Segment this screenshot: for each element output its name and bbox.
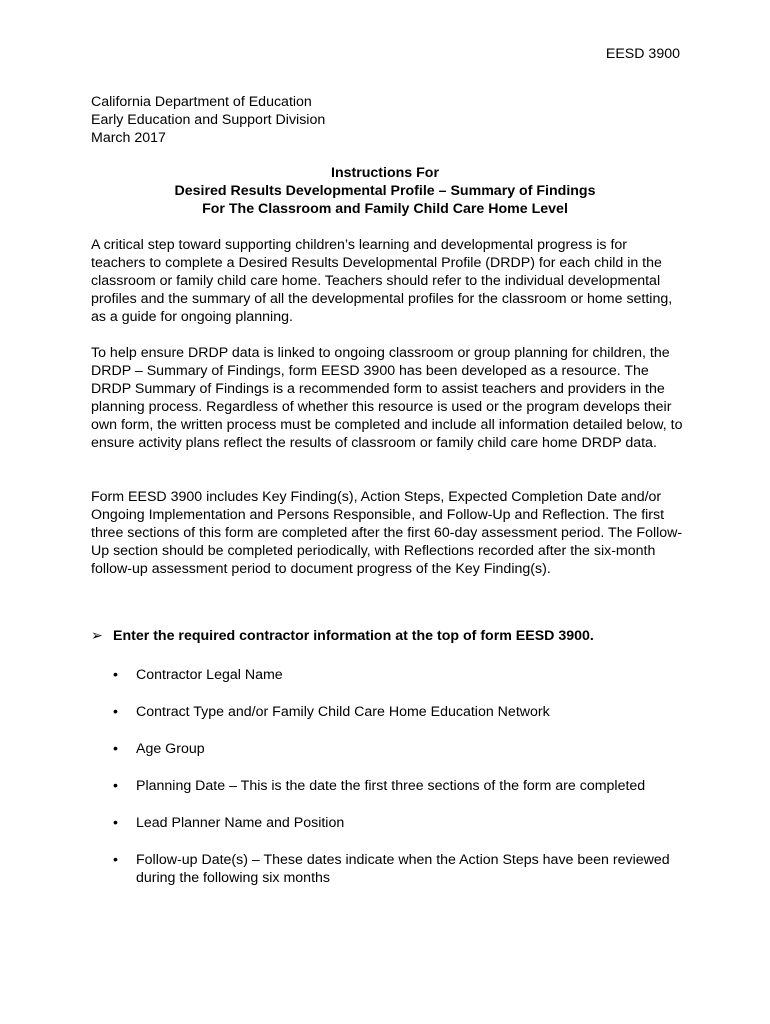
department-name: California Department of Education bbox=[91, 94, 312, 110]
title-line-3: For The Classroom and Family Child Care Home Level bbox=[202, 201, 568, 217]
paragraph-form-contents: Form EESD 3900 includes Key Finding(s), Action Steps, Expected Completion Date and/or Ongoing Implementation and Persons Responsible, and Follow-Up and Reflection. The first three sections of this form are completed after the first 60-day assessment period. The Follow-Up section should be completed periodically, with Reflections recorded after the six-month follow-up assessment period to document progress of the Key Finding(s). bbox=[91, 489, 683, 577]
paragraph-purpose: To help ensure DRDP data is linked to ongoing classroom or group planning for children, the DRDP – Summary of Findings, form EESD 3900 has been developed as a resource. The DRDP Summary of Findings is a recommended form to assist teachers and providers in the planning process. Regardless of whether this resource is used or the program develops their own form, the written process must be completed and include all information detailed below, to ensure activity plans reflect the results of classroom or family child care home DRDP data. bbox=[91, 345, 683, 451]
bullet-icon: • bbox=[113, 667, 118, 683]
instruction-item bbox=[91, 627, 691, 645]
paragraph-intro: A critical step toward supporting children’s learning and developmental progress is for teachers to complete a Desired Results Developmental Profile (DRDP) for each child in the classroom or family child care home. Teachers should refer to the individual developmental profiles and the summary of all the developmental profiles for the classroom or home setting, as a guide for ongoing planning. bbox=[91, 237, 673, 325]
list-item-text: Age Group bbox=[136, 741, 205, 757]
division-name: Early Education and Support Division bbox=[91, 112, 326, 128]
list-item bbox=[113, 740, 693, 758]
bullet-icon: • bbox=[113, 815, 118, 831]
bullet-icon: • bbox=[113, 704, 118, 720]
instruction-text: Enter the required contractor information at the top of form EESD 3900. bbox=[113, 628, 594, 644]
issue-date: March 2017 bbox=[91, 130, 166, 146]
bullet-icon: • bbox=[113, 741, 118, 757]
list-item bbox=[113, 851, 693, 887]
bullet-icon: • bbox=[113, 852, 118, 868]
title-line-2: Desired Results Developmental Profile – Summary of Findings bbox=[174, 183, 596, 199]
title-line-1: Instructions For bbox=[331, 165, 439, 181]
list-item-text: Planning Date – This is the date the first three sections of the form are completed bbox=[136, 778, 646, 794]
list-item-text: Contract Type and/or Family Child Care Home Education Network bbox=[136, 704, 550, 720]
arrow-bullet-icon: ➢ bbox=[91, 628, 103, 644]
bullet-icon: • bbox=[113, 778, 118, 794]
form-number: EESD 3900 bbox=[605, 46, 680, 62]
list-item-text: Follow-up Date(s) – These dates indicate when the Action Steps have been reviewed during the following six months bbox=[136, 852, 670, 886]
list-item bbox=[113, 777, 693, 795]
list-item-text: Contractor Legal Name bbox=[136, 667, 283, 683]
list-item bbox=[113, 814, 693, 832]
document-title bbox=[91, 164, 679, 218]
list-item bbox=[113, 666, 693, 684]
list-item bbox=[113, 703, 693, 721]
agency-header bbox=[91, 93, 325, 147]
list-item-text: Lead Planner Name and Position bbox=[136, 815, 345, 831]
contractor-info-list bbox=[113, 666, 693, 906]
